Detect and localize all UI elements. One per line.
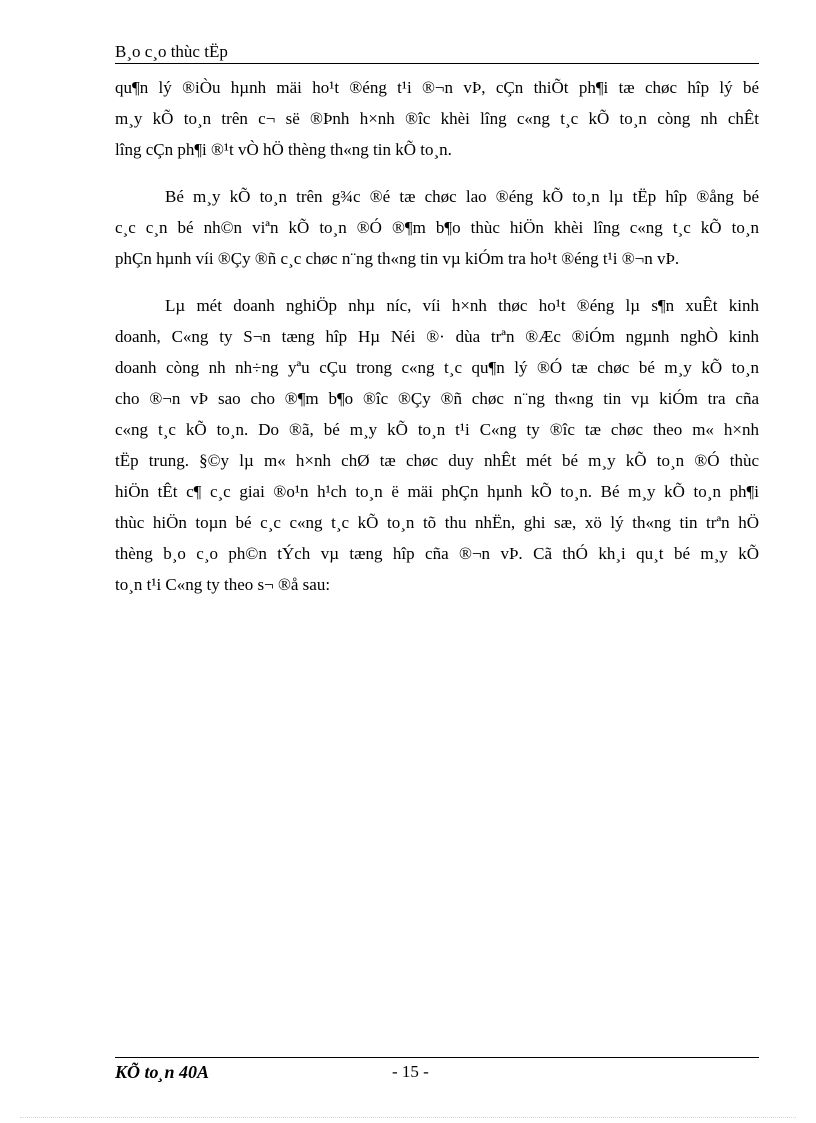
text-line: doanh còng nh nh÷ng yªu cÇu trong c«ng t¸c qu¶n lý ®Ó tæ chøc bé m¸y kÕ to¸n xyxy=(115,358,759,377)
text-line: c¸c c¸n bé nh©n viªn kÕ to¸n ®Ó ®¶m b¶o thùc hiÖn khèi lîng c«ng t¸c kÕ to¸n xyxy=(115,218,759,237)
text-line: m¸y kÕ to¸n trên c¬ së ®Þnh h×nh ®îc khèi lîng c«ng t¸c kÕ to¸n còng nh chÊt xyxy=(115,109,759,128)
paragraph-1 xyxy=(115,72,759,165)
text-line: thùc hiÖn toµn bé c¸c c«ng t¸c kÕ to¸n tõ thu nhËn, ghi sæ, xö lý th«ng tin trªn hÖ xyxy=(115,513,759,532)
paragraph-3 xyxy=(115,290,759,600)
page-number: - 15 - xyxy=(392,1062,429,1081)
text-line: Lµ mét doanh nghiÖp nhµ níc, víi h×nh thøc ho¹t ®éng lµ s¶n xuÊt kinh xyxy=(165,296,759,315)
text-line: cho ®¬n vÞ sao cho ®¶m b¶o ®îc ®Çy ®ñ chøc n¨ng th«ng tin vµ kiÓm tra cña xyxy=(115,389,759,408)
paragraph-gap xyxy=(115,274,759,290)
page-bottom-edge xyxy=(20,1117,796,1118)
text-line: thèng b¸o c¸o ph©n tÝch vµ tæng hîp cña ®¬n vÞ. Cã thÓ kh¸i qu¸t bé m¸y kÕ xyxy=(115,544,759,563)
paragraph-2 xyxy=(115,181,759,274)
text-line: tËp trung. §©y lµ m« h×nh chØ tæ chøc duy nhÊt mét bé m¸y kÕ to¸n ®Ó thùc xyxy=(115,451,759,470)
footer-course-label: KÕ to¸n 40A xyxy=(115,1062,210,1082)
text-line: to¸n t¹i C«ng ty theo s¬ ®å sau: xyxy=(115,575,331,594)
text-line: lîng cÇn ph¶i ®¹t vÒ hÖ thèng th«ng tin kÕ to¸n. xyxy=(115,140,452,159)
text-line: c«ng t¸c kÕ to¸n. Do ®ã, bé m¸y kÕ to¸n t¹i C«ng ty ®îc tæ chøc theo m« h×nh xyxy=(115,420,759,439)
body-text xyxy=(115,72,759,600)
page-header-title: B¸o c¸o thùc tËp xyxy=(115,42,228,61)
text-line: hiÖn tÊt c¶ c¸c giai ®o¹n h¹ch to¸n ë mäi phÇn hµnh kÕ to¸n. Bé m¸y kÕ to¸n ph¶i xyxy=(115,482,759,501)
text-line: qu¶n lý ®iÒu hµnh mäi ho¹t ®éng t¹i ®¬n vÞ, cÇn thiÕt ph¶i tæ chøc hîp lý bé xyxy=(115,78,759,97)
header-divider xyxy=(115,63,759,64)
paragraph-gap xyxy=(115,165,759,181)
text-line: doanh, C«ng ty S¬n tæng hîp Hµ Néi ®· dùa trªn ®Æc ®iÓm ngµnh nghÒ kinh xyxy=(115,327,759,346)
text-line: phÇn hµnh víi ®Çy ®ñ c¸c chøc n¨ng th«ng tin vµ kiÓm tra ho¹t ®éng t¹i ®¬n vÞ. xyxy=(115,249,680,268)
footer-divider xyxy=(115,1057,759,1058)
text-line: Bé m¸y kÕ to¸n trên g¾c ®é tæ chøc lao ®éng kÕ to¸n lµ tËp hîp ®ång bé xyxy=(165,187,759,206)
